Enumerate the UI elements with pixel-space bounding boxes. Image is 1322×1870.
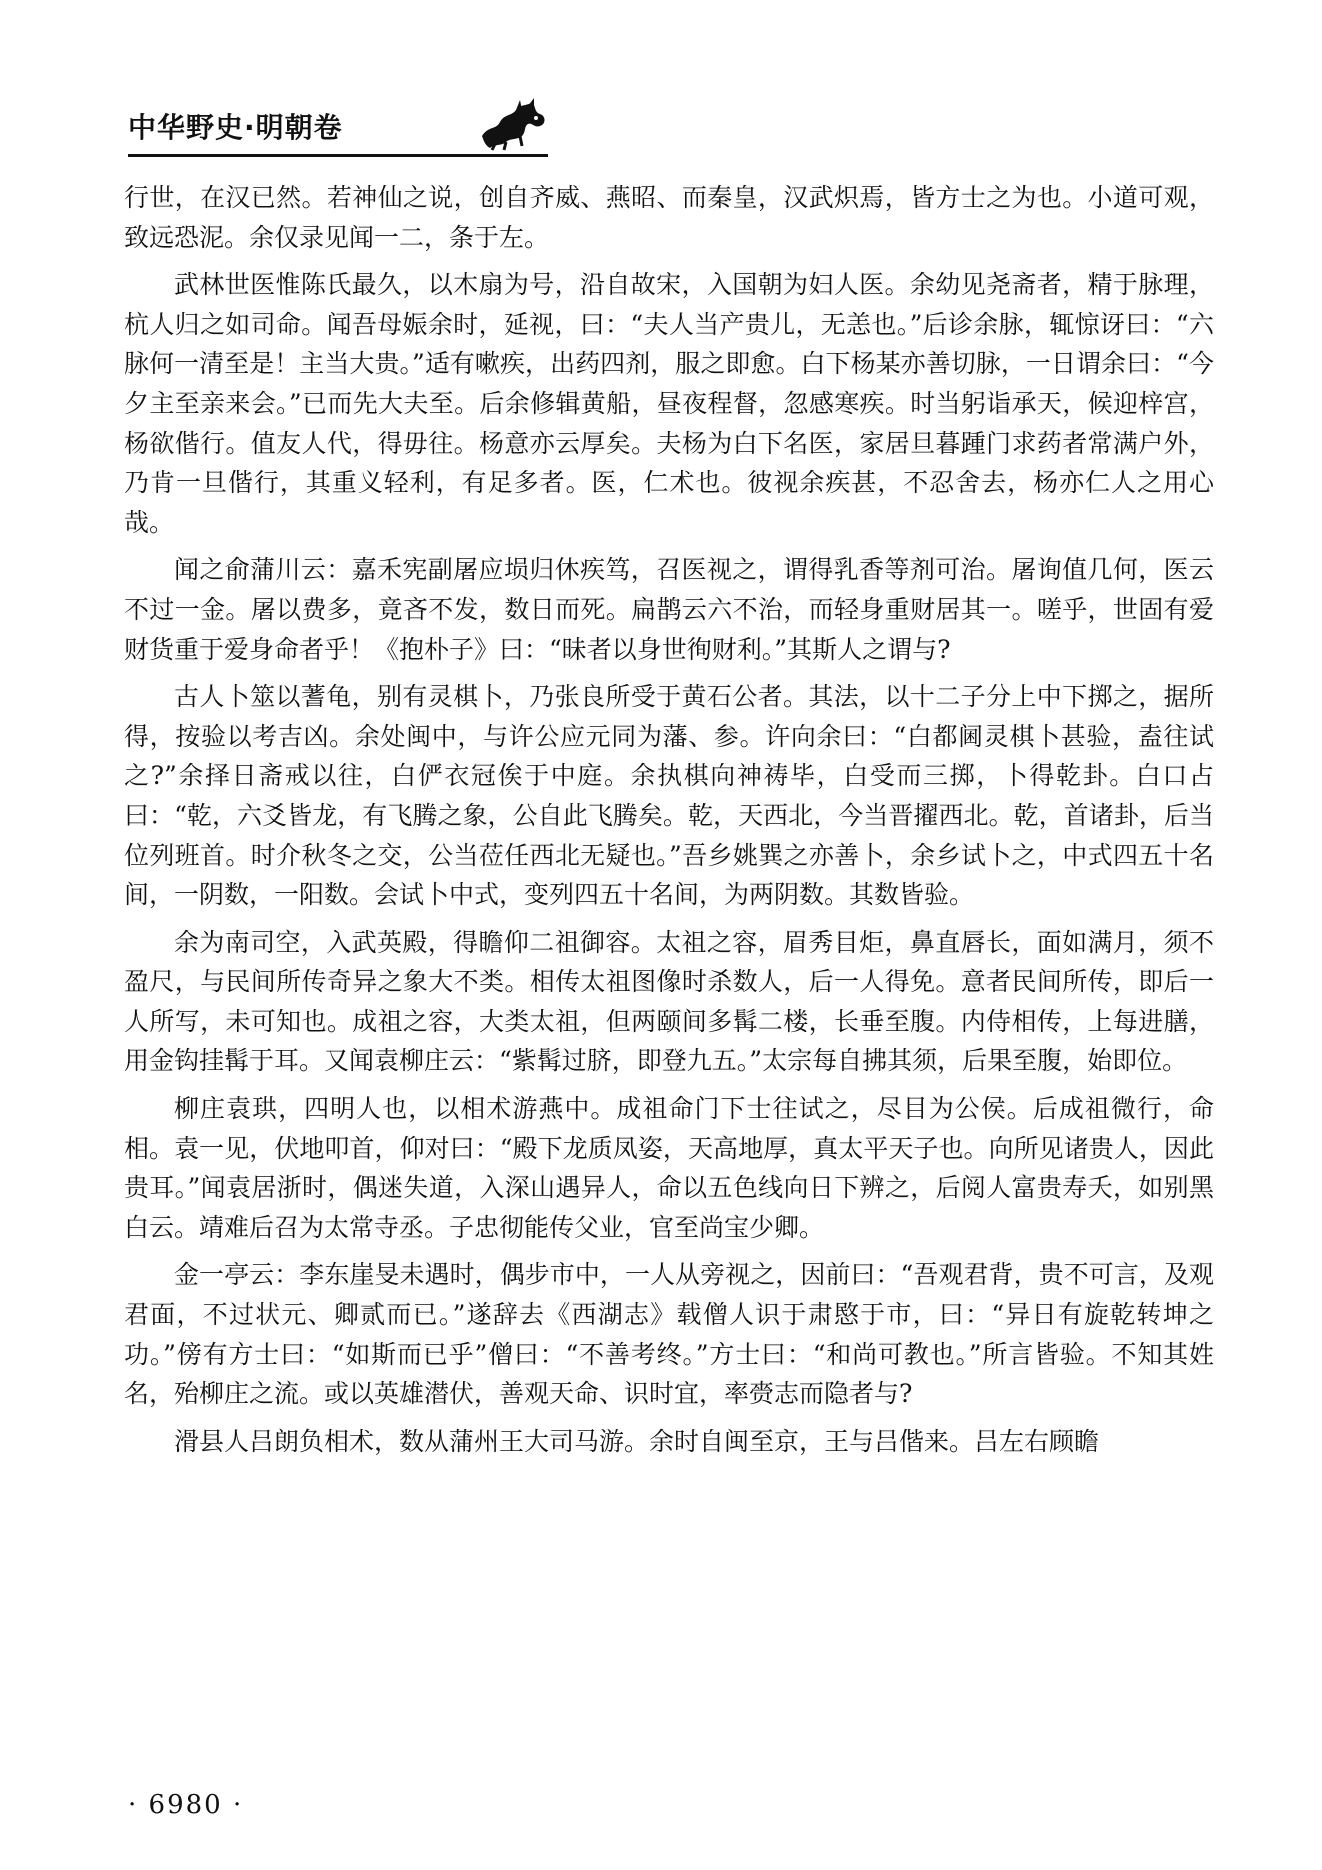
- paragraph: 柳庄袁珙，四明人也，以相术游燕中。成祖命门下士往试之，尽目为公侯。后成祖微行，命相。袁一见，伏地叩首，仰对曰：“殿下龙质凤姿，天高地厚，真太平天子也。向所见诸贵人，因此贵耳。”闻袁居浙时，偶迷失道，入深山遇异人，命以五色线向日下辨之，后阅人富贵寿夭，如别黑白云。靖难后召为太常寺丞。子忠彻能传父业，官至尚宝少卿。: [124, 1094, 1214, 1242]
- paragraph: 余为南司空，入武英殿，得瞻仰二祖御容。太祖之容，眉秀目炬，鼻直唇长，面如满月，须不盈尺，与民间所传奇异之象大不类。相传太祖图像时杀数人，后一人得免。意者民间所传，即后一人所写，未可知也。成祖之容，大类太祖，但两颐间多髯二楼，长垂至腹。内侍相传，上每进膳，用金钩挂髯于耳。又闻袁柳庄云：“紫髯过脐，即登九五。”太宗每自拂其须，后果至腹，始即位。: [124, 927, 1214, 1076]
- running-header: [128, 96, 548, 158]
- paragraph: 行世，在汉已然。若神仙之说，创自齐威、燕昭、而秦皇，汉武炽焉，皆方士之为也。小道可观，致远恐泥。余仅录见闻一二，条于左。: [124, 183, 1214, 252]
- body-text: [124, 178, 1214, 1469]
- paragraph: 古人卜筮以蓍龟，别有灵棋卜，乃张良所受于黄石公者。其法，以十二子分上中下掷之，据所得，按验以考吉凶。余处闽中，与许公应元同为藩、参。许向余曰：“白都阃灵棋卜甚验，盍往试之?”余择日斋戒以往，白俨衣冠俟于中庭。余执棋向神祷毕，白受而三掷，卜得乾卦。白口占曰：“乾，六爻皆龙，有飞腾之象，公自此飞腾矣。乾，天西北，今当晋擢西北。乾，首诸卦，后当位列班首。时介秋冬之交，公当莅任西北无疑也。”吾乡姚巽之亦善卜，余乡试卜之，中式四五十名间，一阴数，一阳数。会试卜中式，变列四五十名间，为两阴数。其数皆验。: [124, 682, 1214, 910]
- page-number: · 6980 ·: [128, 1790, 244, 1820]
- dragon-icon: [476, 96, 550, 152]
- paragraph: 金一亭云：李东崖旻未遇时，偶步市中，一人从旁视之，因前曰：“吾观君背，贵不可言，及观君面，不过状元、卿贰而已。”遂辞去《西湖志》载僧人识于肃愍于市，曰：“异日有旋乾转坤之功。”傍有方士曰：“如斯而已乎”僧曰：“不善考终。”方士曰：“和尚可教也。”所言皆验。不知其姓名，殆柳庄之流。或以英雄潜伏，善观天命、识时宜，率赍志而隐者与?: [124, 1260, 1214, 1409]
- paragraph: 闻之俞蒲川云：嘉禾宪副屠应埙归休疾笃，召医视之，谓得乳香等剂可治。屠询值几何，医云不过一金。屠以费多，竟吝不发，数日而死。扁鹊云六不治，而轻身重财居其一。嗟乎，世固有爱财货重于爱身命者乎！《抱朴子》曰：“昧者以身世徇财利。”其斯人之谓与?: [124, 555, 1214, 664]
- header-title: 中华野史·明朝卷: [128, 111, 343, 144]
- paragraph: 滑县人吕朗负相术，数从蒲州王大司马游。余时自闽至京，王与吕偕来。吕左右顾瞻: [174, 1426, 1100, 1456]
- header-rule: [128, 154, 548, 157]
- paragraph: 武林世医惟陈氏最久，以木扇为号，沿自故宋，入国朝为妇人医。余幼见尧斋者，精于脉理，杭人归之如司命。闻吾母娠余时，延视，曰：“夫人当产贵儿，无恙也。”后诊余脉，辄惊讶曰：“六脉何一清至是！主当大贵。”适有嗽疾，出药四剂，服之即愈。白下杨某亦善切脉，一日谓余曰：“今夕主至亲来会。”已而先大夫至。后余修辑黄船，昼夜程督，忽感寒疾。时当躬诣承天，候迎梓宫，杨欲偕行。值友人代，得毋往。杨意亦云厚矣。夫杨为白下名医，家居旦暮踵门求药者常满户外，乃肯一旦偕行，其重义轻利，有足多者。医，仁术也。彼视余疾甚，不忍舍去，杨亦仁人之用心哉。: [124, 270, 1214, 537]
